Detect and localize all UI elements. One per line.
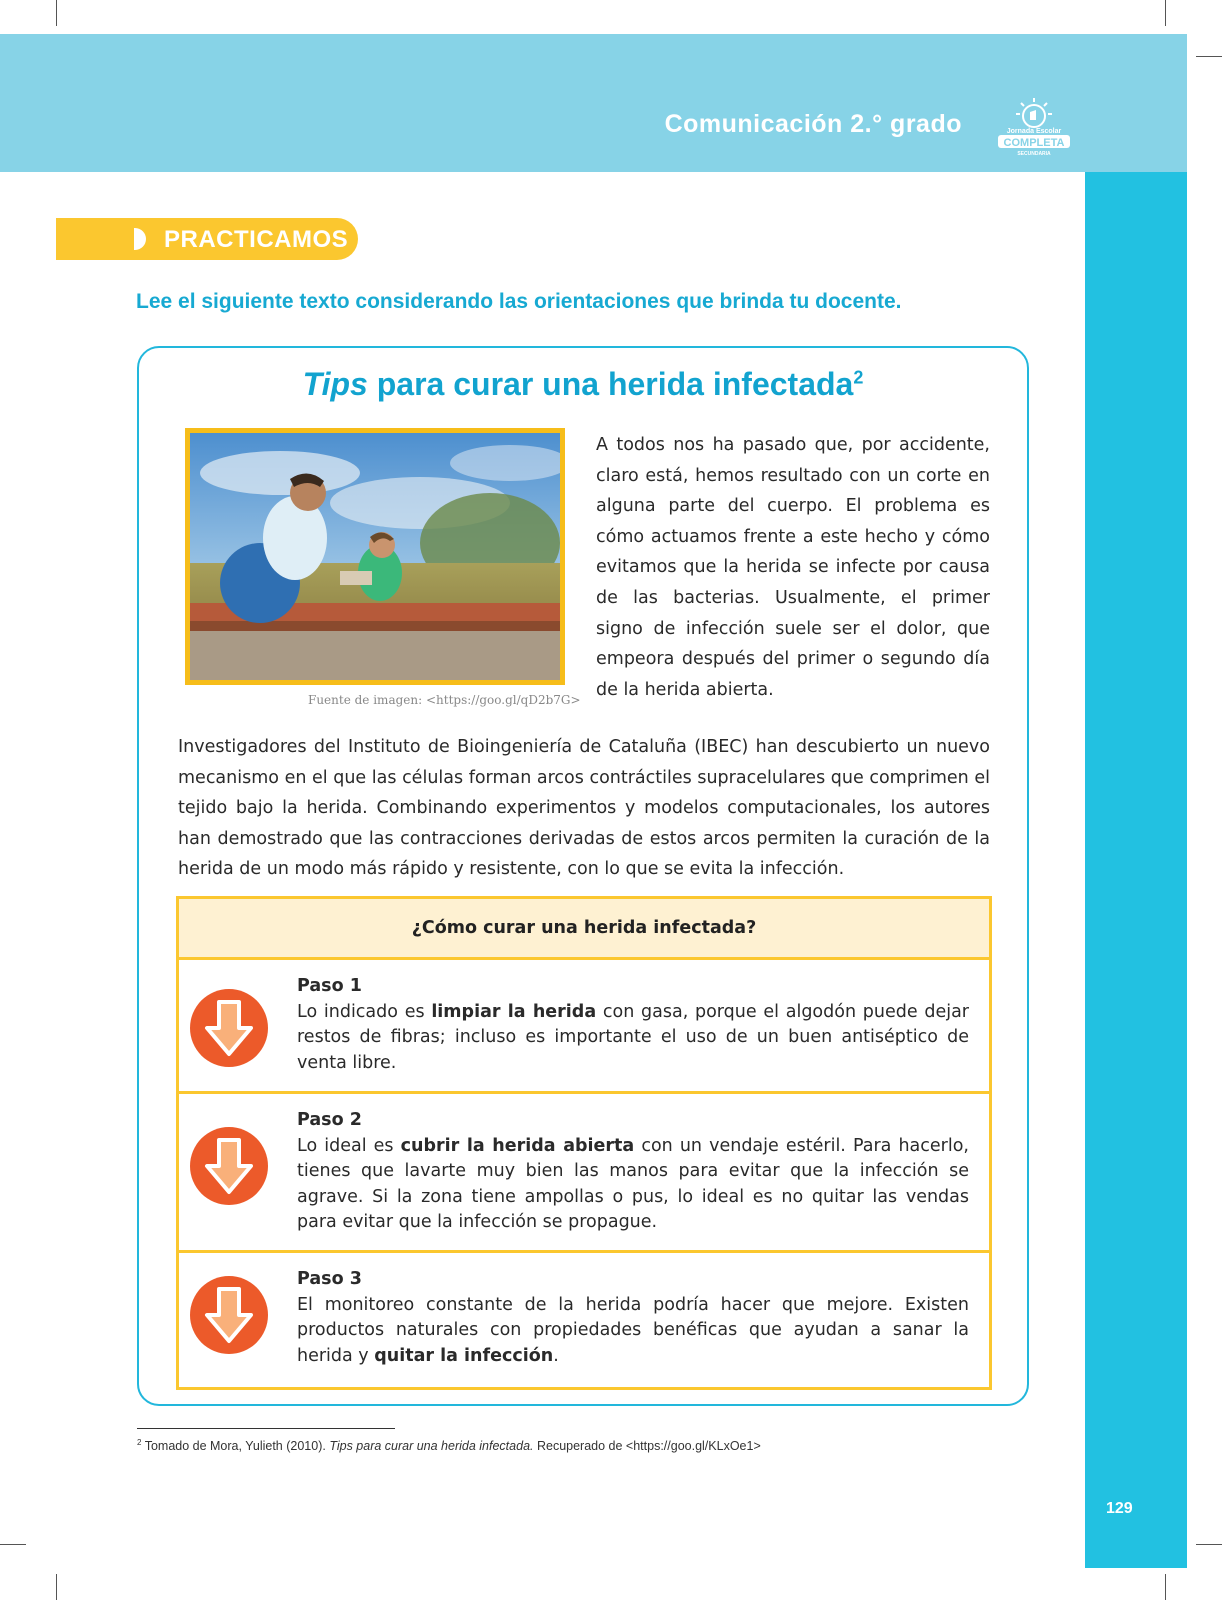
step-text-pre: Lo ideal es	[297, 1135, 401, 1156]
section-tag-label: PRACTICAMOS	[164, 226, 349, 253]
step-text-post: .	[553, 1345, 559, 1366]
article-photo	[185, 428, 565, 685]
step-content	[297, 1253, 969, 1369]
header-title: Comunicación 2.° grado	[664, 110, 962, 138]
article-title-rest: para curar una herida infectada	[367, 366, 854, 402]
step-text	[297, 1134, 969, 1236]
crop-mark	[1196, 1544, 1222, 1545]
footnote-post: Recuperado de <https://goo.gl/KLxOe1>	[533, 1439, 761, 1454]
logo-text-bottom: SECUNDARIA	[1017, 151, 1051, 157]
crop-mark	[1165, 1574, 1166, 1600]
instruction-text: Lee el siguiente texto considerando las orientaciones que brinda tu docente.	[136, 290, 902, 313]
article-body-paragraph: Investigadores del Instituto de Bioingeniería de Cataluña (IBEC) han descubierto un nuevo mecanismo en el que las células forman arcos contráctiles supracelulares que comprimen el tejido bajo la herida. Combinando experimentos y modelos computacionales, los autores han demostrado que las contracciones derivadas de estos arcos permiten la curación de la herida de un modo más rápido y resistente, con lo que se evita la infección.	[178, 737, 990, 880]
article-intro-paragraph: A todos nos ha pasado que, por accidente, claro está, hemos resultado con un corte en alguna parte del cuerpo. El problema es cómo actuamos frente a este hecho y cómo evitamos que la herida se infecte por causa de las bacterias. Usualmente, el primer signo de infección suele ser el dolor, que empeora después del primer o segundo día de la herida abierta.	[596, 435, 990, 700]
crop-mark	[1165, 0, 1166, 26]
step-text	[297, 1293, 969, 1370]
step-text-pre: El monitoreo constante de la herida podría hacer que mejore. Existen productos naturales con propiedades benéficas que ayudan a sanar la herida y	[297, 1294, 969, 1366]
step-row	[179, 1253, 989, 1387]
down-arrow-icon	[189, 1275, 269, 1355]
logo-text-main: COMPLETA	[1003, 137, 1065, 149]
crop-mark	[56, 0, 57, 26]
photo-illustration	[190, 433, 560, 680]
steps-table-heading: ¿Cómo curar una herida infectada?	[179, 899, 989, 960]
crop-mark	[0, 1544, 26, 1545]
step-text-bold: cubrir la herida abierta	[400, 1135, 635, 1156]
step-text-post: con un vendaje estéril. Para hacerlo, tienes que lavarte muy bien las manos para evitar que la infección se agrave. Si la zona tiene ampollas o pus, lo ideal es no quitar las vendas para evitar que la infección se propague.	[297, 1135, 969, 1232]
step-text-bold: limpiar la herida	[431, 1001, 597, 1022]
photo-caption: Fuente de imagen: <https://goo.gl/qD2b7G>	[308, 693, 581, 707]
step-row	[179, 960, 989, 1094]
section-tag-notch	[134, 228, 146, 250]
side-bar	[1085, 172, 1187, 1568]
steps-table	[176, 896, 992, 1390]
step-title: Paso 1	[297, 976, 362, 996]
step-text	[297, 1000, 969, 1077]
step-title: Paso 2	[297, 1110, 362, 1130]
step-content	[297, 960, 969, 1076]
step-content	[297, 1094, 969, 1236]
crop-mark	[1196, 56, 1222, 57]
step-row	[179, 1094, 989, 1253]
page-number: 129	[1106, 1500, 1133, 1517]
step-text-bold: quitar la infección	[374, 1345, 554, 1366]
section-tag	[56, 218, 358, 260]
article-title-footnote-ref: 2	[853, 367, 864, 388]
footnote-pre: Tomado de Mora, Yulieth (2010).	[141, 1439, 330, 1454]
article-title-italic: Tips	[302, 366, 368, 402]
jornada-escolar-logo	[992, 96, 1076, 158]
down-arrow-icon	[189, 988, 269, 1068]
step-title: Paso 3	[297, 1269, 362, 1289]
footnote-italic: Tips para curar una herida infectada.	[329, 1439, 534, 1454]
step-text-post: con gasa, porque el algodón puede dejar restos de fibras; incluso es importante el uso de un buen antiséptico de venta libre.	[297, 1001, 970, 1073]
footnote-number: 2	[137, 1438, 142, 1447]
footnote	[137, 1438, 761, 1453]
crop-mark	[56, 1574, 57, 1600]
down-arrow-icon	[189, 1126, 269, 1206]
logo-text-top: Jornada Escolar	[1006, 128, 1062, 135]
article-title	[137, 366, 1029, 403]
step-text-pre: Lo indicado es	[297, 1001, 432, 1022]
footnote-divider	[137, 1428, 395, 1429]
